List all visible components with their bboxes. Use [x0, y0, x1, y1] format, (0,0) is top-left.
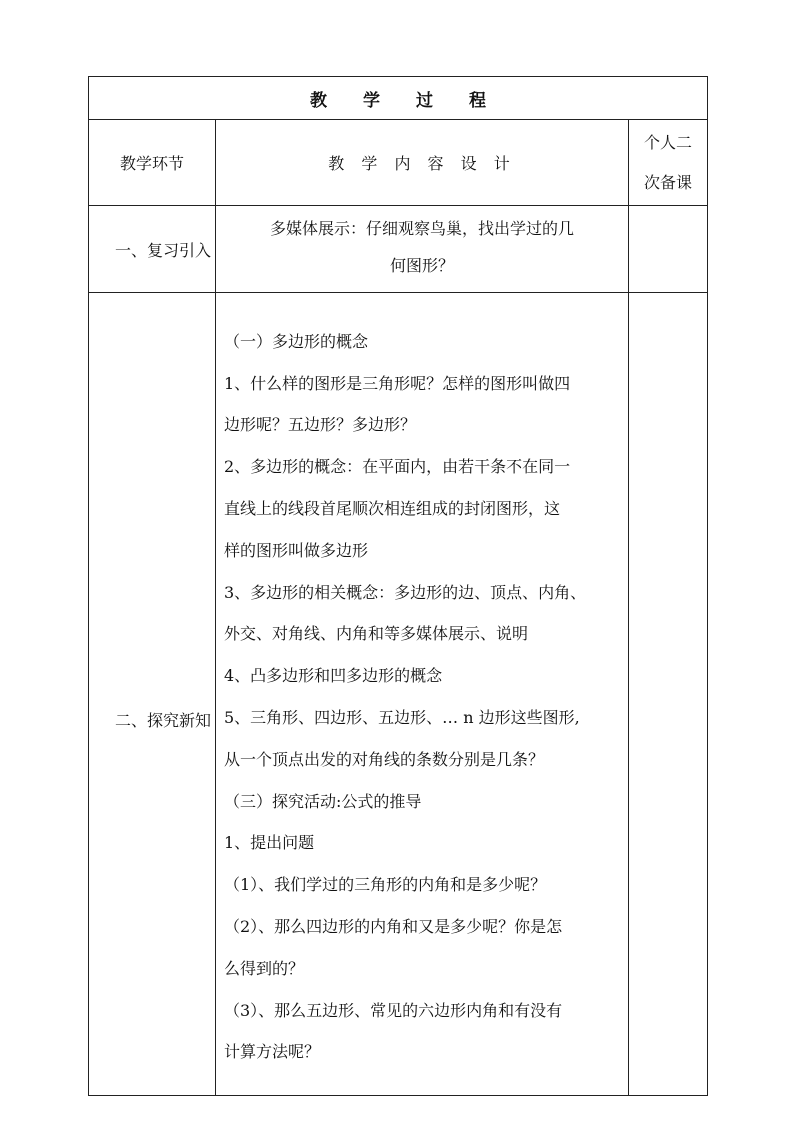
lesson-process-table: [88, 76, 708, 1096]
content-line: （一）多边形的概念: [224, 331, 369, 351]
header-personal-prep: [629, 120, 708, 206]
content-line: 3、多边形的相关概念：多边形的边、顶点、内角、: [224, 582, 587, 602]
content-line: （三）探究活动:公式的推导: [224, 791, 422, 811]
content-line: 外交、对角线、内角和等多媒体展示、说明: [224, 624, 529, 644]
stage-content: [216, 206, 629, 293]
content-line: 多媒体展示：仔细观察鸟巢，找出学过的几: [269, 219, 574, 238]
content-line: 5、三角形、四边形、五边形、… n 边形这些图形,: [224, 708, 580, 727]
title-char: 过: [416, 90, 433, 111]
content-line: 从一个顶点出发的对角线的条数分别是几条？: [224, 749, 545, 769]
header-content-design: 教 学 内 容 设 计: [216, 120, 629, 206]
title-char: 教: [310, 90, 327, 111]
content-line: 4、凸多边形和凹多边形的概念: [224, 666, 443, 686]
title-char: 学: [363, 90, 380, 111]
stage-content: [216, 293, 629, 1096]
content-line: （2）、那么四边形的内角和又是多少呢？你是怎: [224, 916, 563, 936]
table-row: [89, 206, 708, 293]
table-title: [89, 77, 708, 120]
header-personal-prep-line1: 个人二: [643, 132, 692, 152]
header-stage: 教学环节: [89, 120, 216, 206]
table-row: [89, 293, 708, 1096]
content-line: （3）、那么五边形、常见的六边形内角和有没有: [224, 1000, 563, 1020]
title-char: 程: [469, 90, 486, 111]
content-line: 1、什么样的图形是三角形呢？怎样的图形叫做四: [224, 373, 571, 393]
personal-prep-cell: [629, 293, 708, 1096]
content-line: 2、多边形的概念：在平面内，由若干条不在同一: [224, 457, 571, 477]
content-line: 直线上的线段首尾顺次相连组成的封闭图形，这: [224, 499, 561, 519]
header-row: [89, 120, 708, 206]
content-line: 样的图形叫做多边形: [224, 540, 369, 560]
header-personal-prep-line2: 次备课: [643, 172, 692, 192]
stage-label: 一、复习引入: [89, 206, 216, 293]
content-line: （1）、我们学过的三角形的内角和是多少呢？: [224, 875, 547, 895]
personal-prep-cell: [629, 206, 708, 293]
stage-label: 二、探究新知: [89, 293, 216, 1096]
content-line: 么得到的？: [224, 958, 305, 978]
content-line: 何图形？: [389, 256, 454, 275]
content-line: 边形呢？五边形？多边形？: [224, 415, 417, 435]
content-line: 1、提出问题: [224, 833, 315, 853]
content-line: 计算方法呢？: [224, 1042, 321, 1062]
